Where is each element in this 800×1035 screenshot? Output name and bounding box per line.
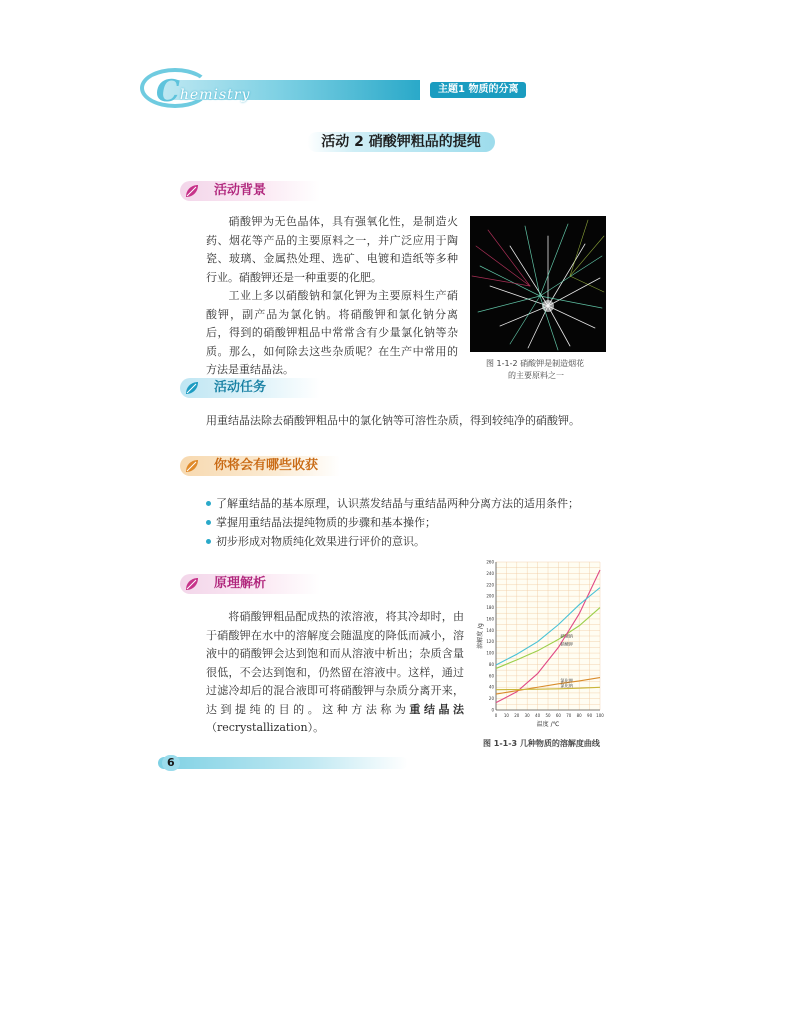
key-term: 重结晶法 xyxy=(409,702,465,716)
y-tick-label: 40 xyxy=(488,684,494,690)
x-tick-label: 90 xyxy=(587,713,593,718)
background-paragraph-2-text: 工业上多以硝酸钠和氯化钾为主要原料生产硝酸钾，副产品为氯化钠。将硝酸钾和氯化钠分离后，得到的硝酸钾粗品中常常含有少量氯化钠等杂质。那么，如何除去这些杂质呢？在生产中常用的方法是重结晶法。 xyxy=(206,289,458,376)
activity-title: 活动 2 硝酸钾粗品的提纯 xyxy=(307,132,495,152)
list-item: 了解重结晶的基本原理，认识蒸发结晶与重结晶两种分离方法的适用条件； xyxy=(206,494,579,513)
brand-logo-text: hemistry xyxy=(179,87,251,103)
y-tick-label: 20 xyxy=(488,696,494,702)
x-tick-label: 80 xyxy=(576,713,582,718)
x-tick-label: 30 xyxy=(524,713,530,718)
x-tick-label: 70 xyxy=(566,713,572,718)
principle-text: 将硝酸钾粗品配成热的浓溶液，将其冷却时，由于硝酸钾在水中的溶解度会随温度的降低而减小，溶液中的硝酸钾会达到饱和而从溶液中析出；杂质含量很低，不会达到饱和，仍然留在溶液中。这样，通过过滤冷却后的混合液即可将硝酸钾与杂质分离开来，达到提纯的目的。这种方法称为 xyxy=(206,610,464,716)
y-tick-label: 120 xyxy=(486,639,494,645)
background-paragraph-1-text: 硝酸钾为无色晶体，具有强氧化性，是制造火药、烟花等产品的主要原料之一，并广泛应用于陶瓷、玻璃、金属热处理、选矿、电镀和造纸等多种行业。硝酸钾还是一种重要的化肥。 xyxy=(206,215,458,284)
leaf-icon xyxy=(184,458,200,474)
figure-2-caption: 图 1-1-3 几种物质的溶解度曲线 xyxy=(483,739,600,748)
heading-label: 活动背景 xyxy=(214,183,267,198)
series-label: 硝酸钾 xyxy=(560,641,573,647)
list-item: 掌握用重结晶法提纯物质的步骤和基本操作； xyxy=(206,513,579,532)
y-tick-label: 260 xyxy=(486,559,494,565)
x-tick-label: 50 xyxy=(545,713,551,718)
solubility-chart xyxy=(476,556,606,736)
x-tick-label: 40 xyxy=(535,713,541,718)
heading-label: 原理解析 xyxy=(214,576,267,591)
solubility-chart-svg xyxy=(476,556,606,736)
x-tick-label: 100 xyxy=(596,713,604,718)
y-tick-label: 160 xyxy=(486,616,494,622)
heading-label: 你将会有哪些收获 xyxy=(214,458,319,473)
gains-list xyxy=(206,494,579,551)
fireworks-illustration xyxy=(470,216,606,352)
series-label: 氯化钾 xyxy=(560,677,573,683)
x-tick-label: 20 xyxy=(514,713,520,718)
heading-label: 活动任务 xyxy=(214,380,267,395)
y-tick-label: 180 xyxy=(486,605,494,611)
principle-paragraph xyxy=(206,608,464,738)
section-heading-gains xyxy=(180,456,340,476)
task-text: 用重结晶法除去硝酸钾粗品中的氯化钠等可溶性杂质，得到较纯净的硝酸钾。 xyxy=(206,414,580,427)
topic-label: 主题1 物质的分离 xyxy=(430,82,526,98)
section-heading-background xyxy=(180,181,320,201)
leaf-icon xyxy=(184,183,200,199)
y-tick-label: 60 xyxy=(488,673,494,679)
x-tick-label: 10 xyxy=(503,713,509,718)
y-tick-label: 220 xyxy=(486,582,494,588)
series-label: 硝酸钠 xyxy=(560,633,573,639)
y-tick-label: 200 xyxy=(486,593,494,599)
page-number: 6 xyxy=(162,755,180,771)
list-item: 初步形成对物质纯化效果进行评价的意识。 xyxy=(206,532,579,551)
x-tick-label: 60 xyxy=(555,713,561,718)
fireworks-photo xyxy=(470,216,606,352)
figure-1-caption-line-1: 图 1-1-2 硝酸钾是制造烟花 xyxy=(486,359,585,368)
y-tick-label: 240 xyxy=(486,570,494,576)
x-axis-label: 温度 /℃ xyxy=(536,721,560,728)
section-heading-principle xyxy=(180,574,320,594)
brand-logo xyxy=(156,74,250,109)
background-paragraph-2 xyxy=(206,287,458,380)
section-heading-task xyxy=(180,378,320,398)
y-axis-label: 溶解度 /g xyxy=(477,623,484,649)
background-paragraph-1 xyxy=(206,213,458,287)
leaf-icon xyxy=(184,576,200,592)
y-tick-label: 0 xyxy=(491,707,494,713)
series-label: 氯化钠 xyxy=(560,682,573,688)
figure-1-caption-line-2: 的主要原料之一 xyxy=(508,371,564,380)
principle-text-end: （recrystallization）。 xyxy=(206,721,325,734)
x-tick-label: 0 xyxy=(494,713,498,718)
brand-logo-cap: C xyxy=(156,74,180,109)
chapter-header xyxy=(140,68,540,108)
y-tick-label: 80 xyxy=(488,661,494,667)
leaf-icon xyxy=(184,380,200,396)
page-footer-bar xyxy=(158,757,408,769)
y-tick-label: 100 xyxy=(486,650,494,656)
y-tick-label: 140 xyxy=(486,627,494,633)
